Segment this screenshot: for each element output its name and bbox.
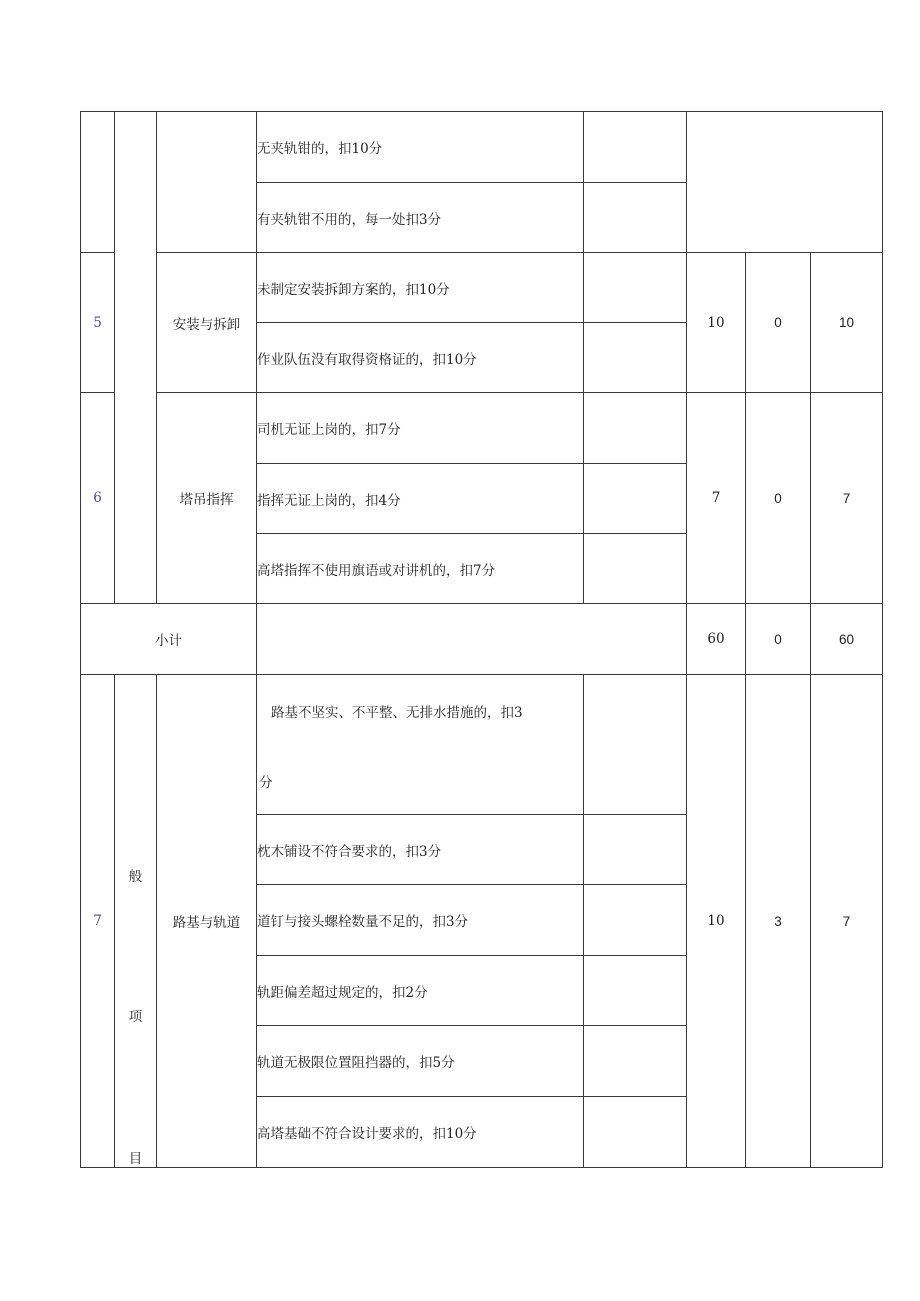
actual-score: 10 (811, 253, 883, 393)
remark-cell (584, 183, 687, 253)
full-score: 7 (687, 393, 746, 604)
subtotal-label: 小计 (81, 604, 257, 675)
deducted-score: 0 (746, 393, 811, 604)
subtotal-row (81, 604, 883, 675)
actual-score: 7 (811, 675, 883, 1168)
category-cell (115, 675, 157, 1168)
remark-cell (584, 956, 687, 1026)
table-row (81, 675, 883, 815)
remark-cell (584, 464, 687, 534)
category-cell-upper (115, 112, 157, 604)
check-item: 作业队伍没有取得资格证的，扣10分 (257, 323, 584, 393)
remark-cell (584, 815, 687, 885)
check-item: 高塔基础不符合设计要求的，扣10分 (257, 1097, 584, 1168)
subtotal-full: 60 (687, 604, 746, 675)
remark-cell (584, 534, 687, 604)
project-name: 安装与拆卸 (157, 253, 257, 393)
subtotal-blank (257, 604, 687, 675)
check-item: 轨距偏差超过规定的，扣2分 (257, 956, 584, 1026)
check-item-wrapped (257, 675, 584, 815)
check-item: 高塔指挥不使用旗语或对讲机的，扣7分 (257, 534, 584, 604)
check-item: 未制定安装拆卸方案的，扣10分 (257, 253, 584, 323)
row-number: 7 (81, 675, 115, 1168)
subtotal-score: 60 (811, 604, 883, 675)
remark-cell (584, 112, 687, 183)
check-item: 枕木铺设不符合要求的，扣3分 (257, 815, 584, 885)
remark-cell (584, 393, 687, 464)
row-number: 6 (81, 393, 115, 604)
remark-cell (584, 675, 687, 815)
remark-cell (584, 885, 687, 956)
remark-cell (584, 323, 687, 393)
score-cell-empty (687, 112, 883, 253)
category-char: 般 (128, 869, 143, 885)
full-score: 10 (687, 253, 746, 393)
project-name: 路基与轨道 (157, 675, 257, 1168)
full-score: 10 (687, 675, 746, 1168)
inspection-table (80, 111, 883, 1168)
remark-cell (584, 1026, 687, 1097)
check-item-line: 分 (259, 775, 273, 791)
table-row (81, 393, 883, 464)
check-item: 司机无证上岗的，扣7分 (257, 393, 584, 464)
check-item: 有夹轨钳不用的，每一处扣3分 (257, 183, 584, 253)
project-cell-empty (157, 112, 257, 253)
table-row (81, 253, 883, 323)
remark-cell (584, 1097, 687, 1168)
table-row (81, 112, 883, 183)
category-char: 目 (128, 1151, 143, 1167)
num-cell-empty (81, 112, 115, 253)
remark-cell (584, 253, 687, 323)
check-item-line: 路基不坚实、不平整、无排水措施的，扣3 (271, 705, 523, 721)
check-item: 轨道无极限位置阻挡器的，扣5分 (257, 1026, 584, 1097)
actual-score: 7 (811, 393, 883, 604)
row-number: 5 (81, 253, 115, 393)
project-name: 塔吊指挥 (157, 393, 257, 604)
check-item: 道钉与接头螺栓数量不足的，扣3分 (257, 885, 584, 956)
subtotal-deduct: 0 (746, 604, 811, 675)
category-char: 项 (128, 1009, 143, 1025)
check-item: 指挥无证上岗的，扣4分 (257, 464, 584, 534)
check-item: 无夹轨钳的，扣10分 (257, 112, 584, 183)
deducted-score: 3 (746, 675, 811, 1168)
deducted-score: 0 (746, 253, 811, 393)
